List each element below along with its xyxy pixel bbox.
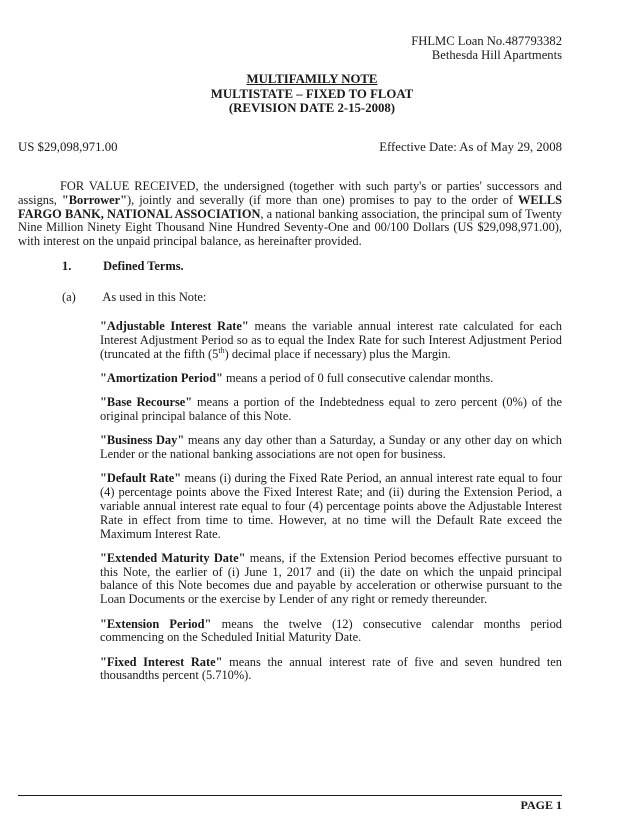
page-number: PAGE 1 (520, 798, 562, 812)
subsection-a (62, 291, 206, 305)
defined-term: "Adjustable Interest Rate" (100, 319, 249, 333)
intro-text: FOR VALUE RECEIVED, the undersigned (together with such party's or parties' successors and assigns, "Borrower"), jointly and severally (if more than one) promises to pay to the order of WELLS FARGO BANK, NATIONAL ASSOCIATION, a national banking association, the principal sum of Twenty Nine Million Ninety Eight Thousand Nine Hundred Seventy-One and 00/100 Dollars (US $29,098,971.00), with interest on the unpaid principal balance, as hereinafter provided. (18, 179, 563, 249)
definition-text: means the variable annual interest rate calculated for each Interest Adjustment Period so as to equal the Index Rate for such Interest Adjustment Period (truncated at the fifth (5 (100, 319, 562, 361)
definition-item (100, 472, 562, 541)
section-title: Defined Terms. (103, 259, 184, 273)
footer-rule (18, 795, 562, 796)
subsection-text: As used in this Note: (102, 290, 207, 304)
ordinal-superscript: th (218, 345, 225, 355)
definition-item (100, 372, 562, 386)
definition-text: means any day other than a Saturday, a Sunday or any other day on which Lender or the national banking associations are not open for business. (100, 433, 562, 462)
title-line-2: MULTISTATE – FIXED TO FLOAT (210, 86, 414, 101)
title-line-3: (REVISION DATE 2-15-2008) (228, 101, 396, 115)
intro-emphasis: "Borrower" (61, 192, 128, 207)
defined-term: "Base Recourse" (100, 395, 193, 410)
definition-item (100, 320, 562, 361)
definition-item (100, 396, 562, 424)
definition-item (100, 434, 562, 462)
intro-paragraph (18, 180, 562, 249)
loan-number: FHLMC Loan No.487793382 (411, 34, 562, 48)
defined-term: "Extended Maturity Date" (100, 550, 246, 565)
section-number: 1. (62, 259, 72, 273)
defined-term: "Business Day" (100, 433, 185, 448)
defined-term: "Amortization Period" (100, 370, 223, 385)
intro-emphasis: WELLS FARGO BANK, NATIONAL ASSOCIATION (18, 192, 563, 221)
defined-term: "Extension Period" (100, 616, 212, 631)
definition-text: means the twelve (12) consecutive calendar months period commencing on the Scheduled Initial Maturity Date. (100, 616, 562, 645)
defined-term: "Default Rate" (100, 471, 182, 486)
amount-row (18, 141, 562, 155)
property-name: Bethesda Hill Apartments (431, 48, 562, 62)
principal-amount: US $29,098,971.00 (18, 140, 118, 154)
effective-date: Effective Date: As of May 29, 2008 (379, 140, 562, 154)
definition-text: means a period of 0 full consecutive calendar months. (222, 370, 494, 385)
definition-item (100, 552, 562, 607)
definitions-list (100, 320, 562, 694)
document-title (0, 72, 624, 116)
section-heading (62, 260, 184, 274)
definition-text: means a portion of the Indebtedness equal to zero percent (0%) of the original principal balance of this Note. (100, 395, 562, 423)
definition-text: means (i) during the Fixed Rate Period, an annual interest rate equal to four (4) percentage points above the Fixed Interest Rate; and (ii) during the Extension Period, a variable annual interest rate equal to four (4) percentage points above the Adjustable Interest Rate in effect from time to time. However, at no time will the Default Rate exceed the Maximum Interest Rate. (100, 471, 562, 541)
definition-item (100, 618, 562, 646)
defined-term: "Fixed Interest Rate" (100, 654, 223, 669)
definition-text: means, if the Extension Period becomes effective pursuant to this Note, the earlier of (i) June 1, 2017 and (ii) the date on which the unpaid principal balance of this Note becomes due and payable by acceleration or otherwise pursuant to the Loan Documents or the exercise by Lender of any right or remedy thereunder. (100, 550, 562, 607)
definition-item (100, 656, 562, 684)
definition-text: ) decimal place if necessary) plus the Margin. (224, 346, 451, 361)
definition-text: means the annual interest rate of five and seven hundred ten thousandths percent (5.710%). (100, 654, 562, 683)
title-line-1: MULTIFAMILY NOTE (246, 72, 378, 86)
subsection-number: (a) (62, 290, 76, 304)
loan-header (411, 34, 562, 62)
